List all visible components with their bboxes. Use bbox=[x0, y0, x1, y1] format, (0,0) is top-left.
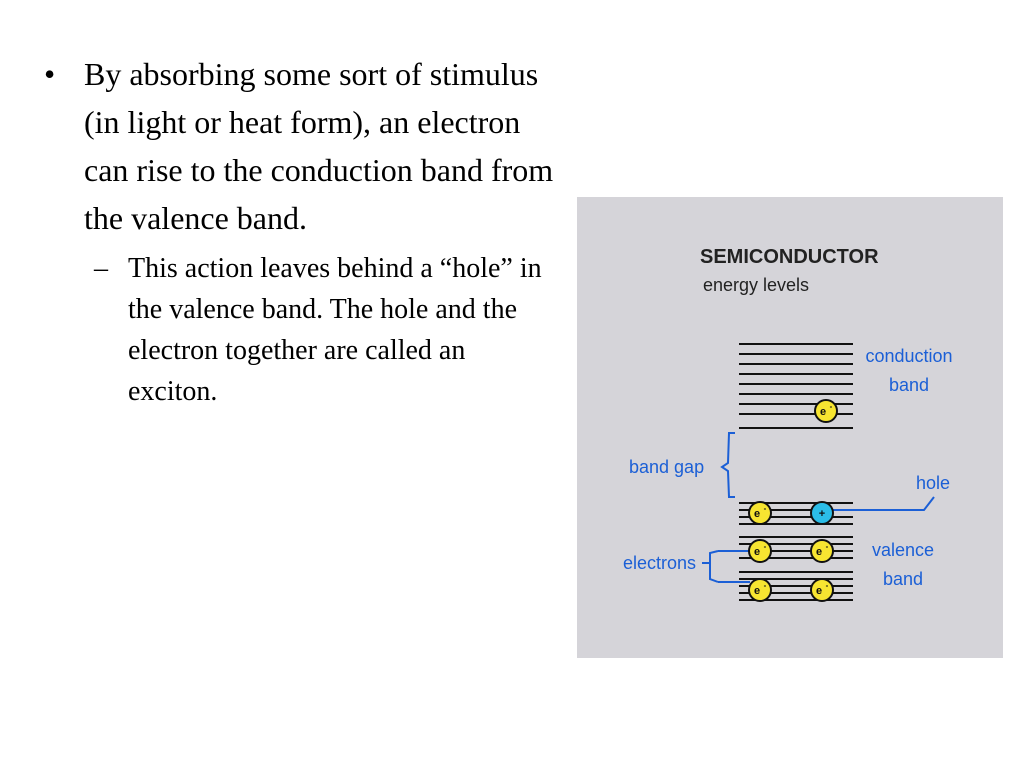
valence-label-1: valence bbox=[871, 540, 935, 560]
diagram-svg bbox=[577, 197, 1003, 658]
band-gap-brace bbox=[722, 433, 735, 497]
sub-bullet-text: This action leaves behind a “hole” in the valence band. The hole and the electron together are called an exciton. bbox=[128, 253, 542, 407]
valence-particle-3-symbol: e bbox=[815, 546, 823, 558]
excited-electron-symbol: e bbox=[819, 406, 827, 418]
hole-particle bbox=[811, 502, 833, 524]
band-gap-label: band gap bbox=[629, 457, 705, 477]
valence-particle-1-sign: - bbox=[763, 504, 767, 513]
valence-particle-3-sign: - bbox=[825, 542, 829, 551]
main-bullet-text: By absorbing some sort of stimulus (in light or heat form), an electron can rise to the conduction band from the valence band. bbox=[84, 56, 554, 236]
diagram-title: SEMICONDUCTOR bbox=[700, 246, 879, 268]
valence-label-2: band bbox=[882, 569, 924, 589]
conduction-label-2: band bbox=[888, 375, 930, 395]
sub-bullet-marker: – bbox=[94, 253, 108, 284]
main-bullet bbox=[44, 50, 564, 242]
valence-particle-4-sign: - bbox=[763, 581, 767, 590]
electrons-connector bbox=[702, 551, 750, 582]
valence-particle-5 bbox=[811, 579, 833, 601]
hole-label: hole bbox=[916, 473, 951, 493]
valence-particle-2-sign: - bbox=[763, 542, 767, 551]
sub-bullet bbox=[94, 248, 564, 412]
semiconductor-diagram bbox=[577, 197, 1003, 658]
hole-symbol: + bbox=[818, 508, 826, 520]
slide-text bbox=[44, 50, 564, 412]
valence-particle-4 bbox=[749, 579, 771, 601]
valence-particle-5-symbol: e bbox=[815, 585, 823, 597]
bullet-marker: • bbox=[44, 56, 56, 92]
excited-electron bbox=[815, 400, 837, 422]
valence-particle-2-symbol: e bbox=[753, 546, 761, 558]
diagram-subtitle: energy levels bbox=[703, 275, 810, 295]
valence-particle-1 bbox=[749, 502, 771, 524]
electrons-label: electrons bbox=[623, 553, 697, 573]
valence-particle-1-symbol: e bbox=[753, 508, 761, 520]
conduction-label-1: conduction bbox=[865, 346, 953, 366]
valence-particle-2 bbox=[749, 540, 771, 562]
valence-particle-5-sign: - bbox=[825, 581, 829, 590]
excited-electron-sign: - bbox=[829, 402, 833, 411]
valence-particle-4-symbol: e bbox=[753, 585, 761, 597]
valence-particle-3 bbox=[811, 540, 833, 562]
